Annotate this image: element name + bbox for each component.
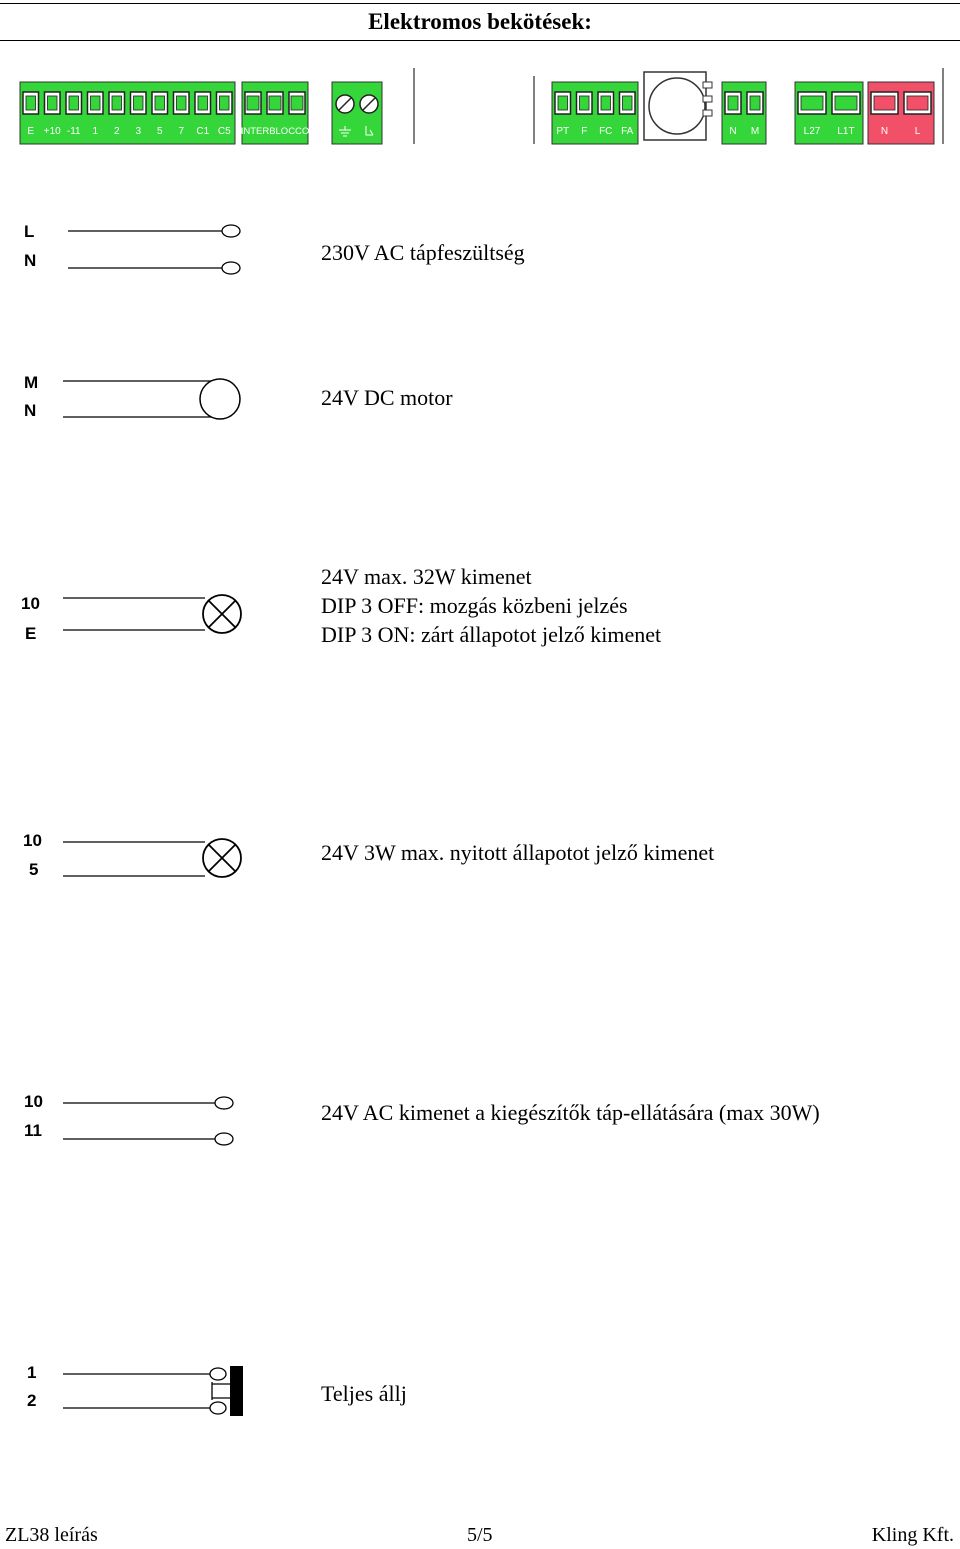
section-description: 24V AC kimenet a kiegészítők táp-ellátására (max 30W) <box>321 1100 820 1125</box>
pin-label-5: 5 <box>29 860 39 879</box>
terminal-label: 1 <box>92 126 99 137</box>
terminal-label: M <box>750 126 760 137</box>
pin-label-N: N <box>24 401 37 420</box>
section-description: 24V 3W max. nyitott állapotot jelző kimenet <box>321 840 715 865</box>
pin-label-E: E <box>25 624 37 643</box>
terminal-label: +10 <box>43 126 61 137</box>
terminal-label: N <box>880 126 889 137</box>
accessory-supply-terminal-symbol <box>60 1094 250 1150</box>
terminal-block-safety <box>552 82 638 144</box>
section-description: 24V DC motor <box>321 385 453 410</box>
terminal-label: FC <box>599 126 613 137</box>
pin-label-10: 10 <box>21 594 40 613</box>
pin-label-10: 10 <box>23 831 42 850</box>
lamp-symbol <box>60 592 250 642</box>
footer-company: Kling Kft. <box>871 1524 954 1546</box>
terminal-label: 7 <box>178 126 185 137</box>
motor-symbol <box>60 372 250 428</box>
pin-label-2: 2 <box>27 1391 37 1410</box>
footer-document-name: ZL38 leírás <box>5 1524 98 1546</box>
terminal-label: INTERBLOCCO <box>240 126 310 137</box>
terminal-label: -11 <box>66 126 81 137</box>
pin-label-10: 10 <box>24 1092 43 1111</box>
section-description: 230V AC tápfeszültség <box>321 240 525 265</box>
terminal-block-motor <box>722 82 766 144</box>
footer-page-number: 5/5 <box>467 1524 493 1546</box>
terminal-label: N <box>729 126 737 137</box>
terminal-label: F <box>581 126 588 137</box>
terminal-label: PT <box>556 126 570 137</box>
terminal-label: E <box>27 126 35 137</box>
section-description: 24V max. 32W kimenet DIP 3 OFF: mozgás közbeni jelzés DIP 3 ON: zárt állapotot jelző kimenet <box>321 564 662 647</box>
pin-label-11: 11 <box>24 1121 42 1140</box>
pin-label-M: M <box>24 373 39 392</box>
terminal-block-mains <box>868 82 934 144</box>
pin-label-1: 1 <box>27 1363 37 1382</box>
pin-label-L: L <box>24 222 35 241</box>
relay-component <box>644 72 712 140</box>
lamp-symbol <box>60 836 250 882</box>
section-description: Teljes állj <box>321 1381 407 1406</box>
mains-terminal-symbol <box>60 220 250 280</box>
terminal-block-lamp <box>795 82 863 144</box>
terminal-label: FA <box>621 126 634 137</box>
pin-label-N: N <box>24 251 37 270</box>
terminal-block-antenna <box>332 82 382 144</box>
terminal-label: C1 <box>196 126 210 137</box>
terminal-label: 3 <box>135 126 142 137</box>
terminal-block-inputs <box>20 82 235 144</box>
page-title: Elektromos bekötések: <box>0 3 960 41</box>
terminal-board-diagram <box>0 60 960 155</box>
terminal-block-interblocco <box>241 82 310 144</box>
terminal-label: 5 <box>156 126 163 137</box>
terminal-label: 2 <box>113 126 120 137</box>
terminal-label: L <box>914 126 921 137</box>
terminal-label: L1T <box>837 126 855 137</box>
terminal-label: L27 <box>803 126 821 137</box>
stop-button-symbol <box>60 1362 250 1420</box>
terminal-label: C5 <box>217 126 231 137</box>
